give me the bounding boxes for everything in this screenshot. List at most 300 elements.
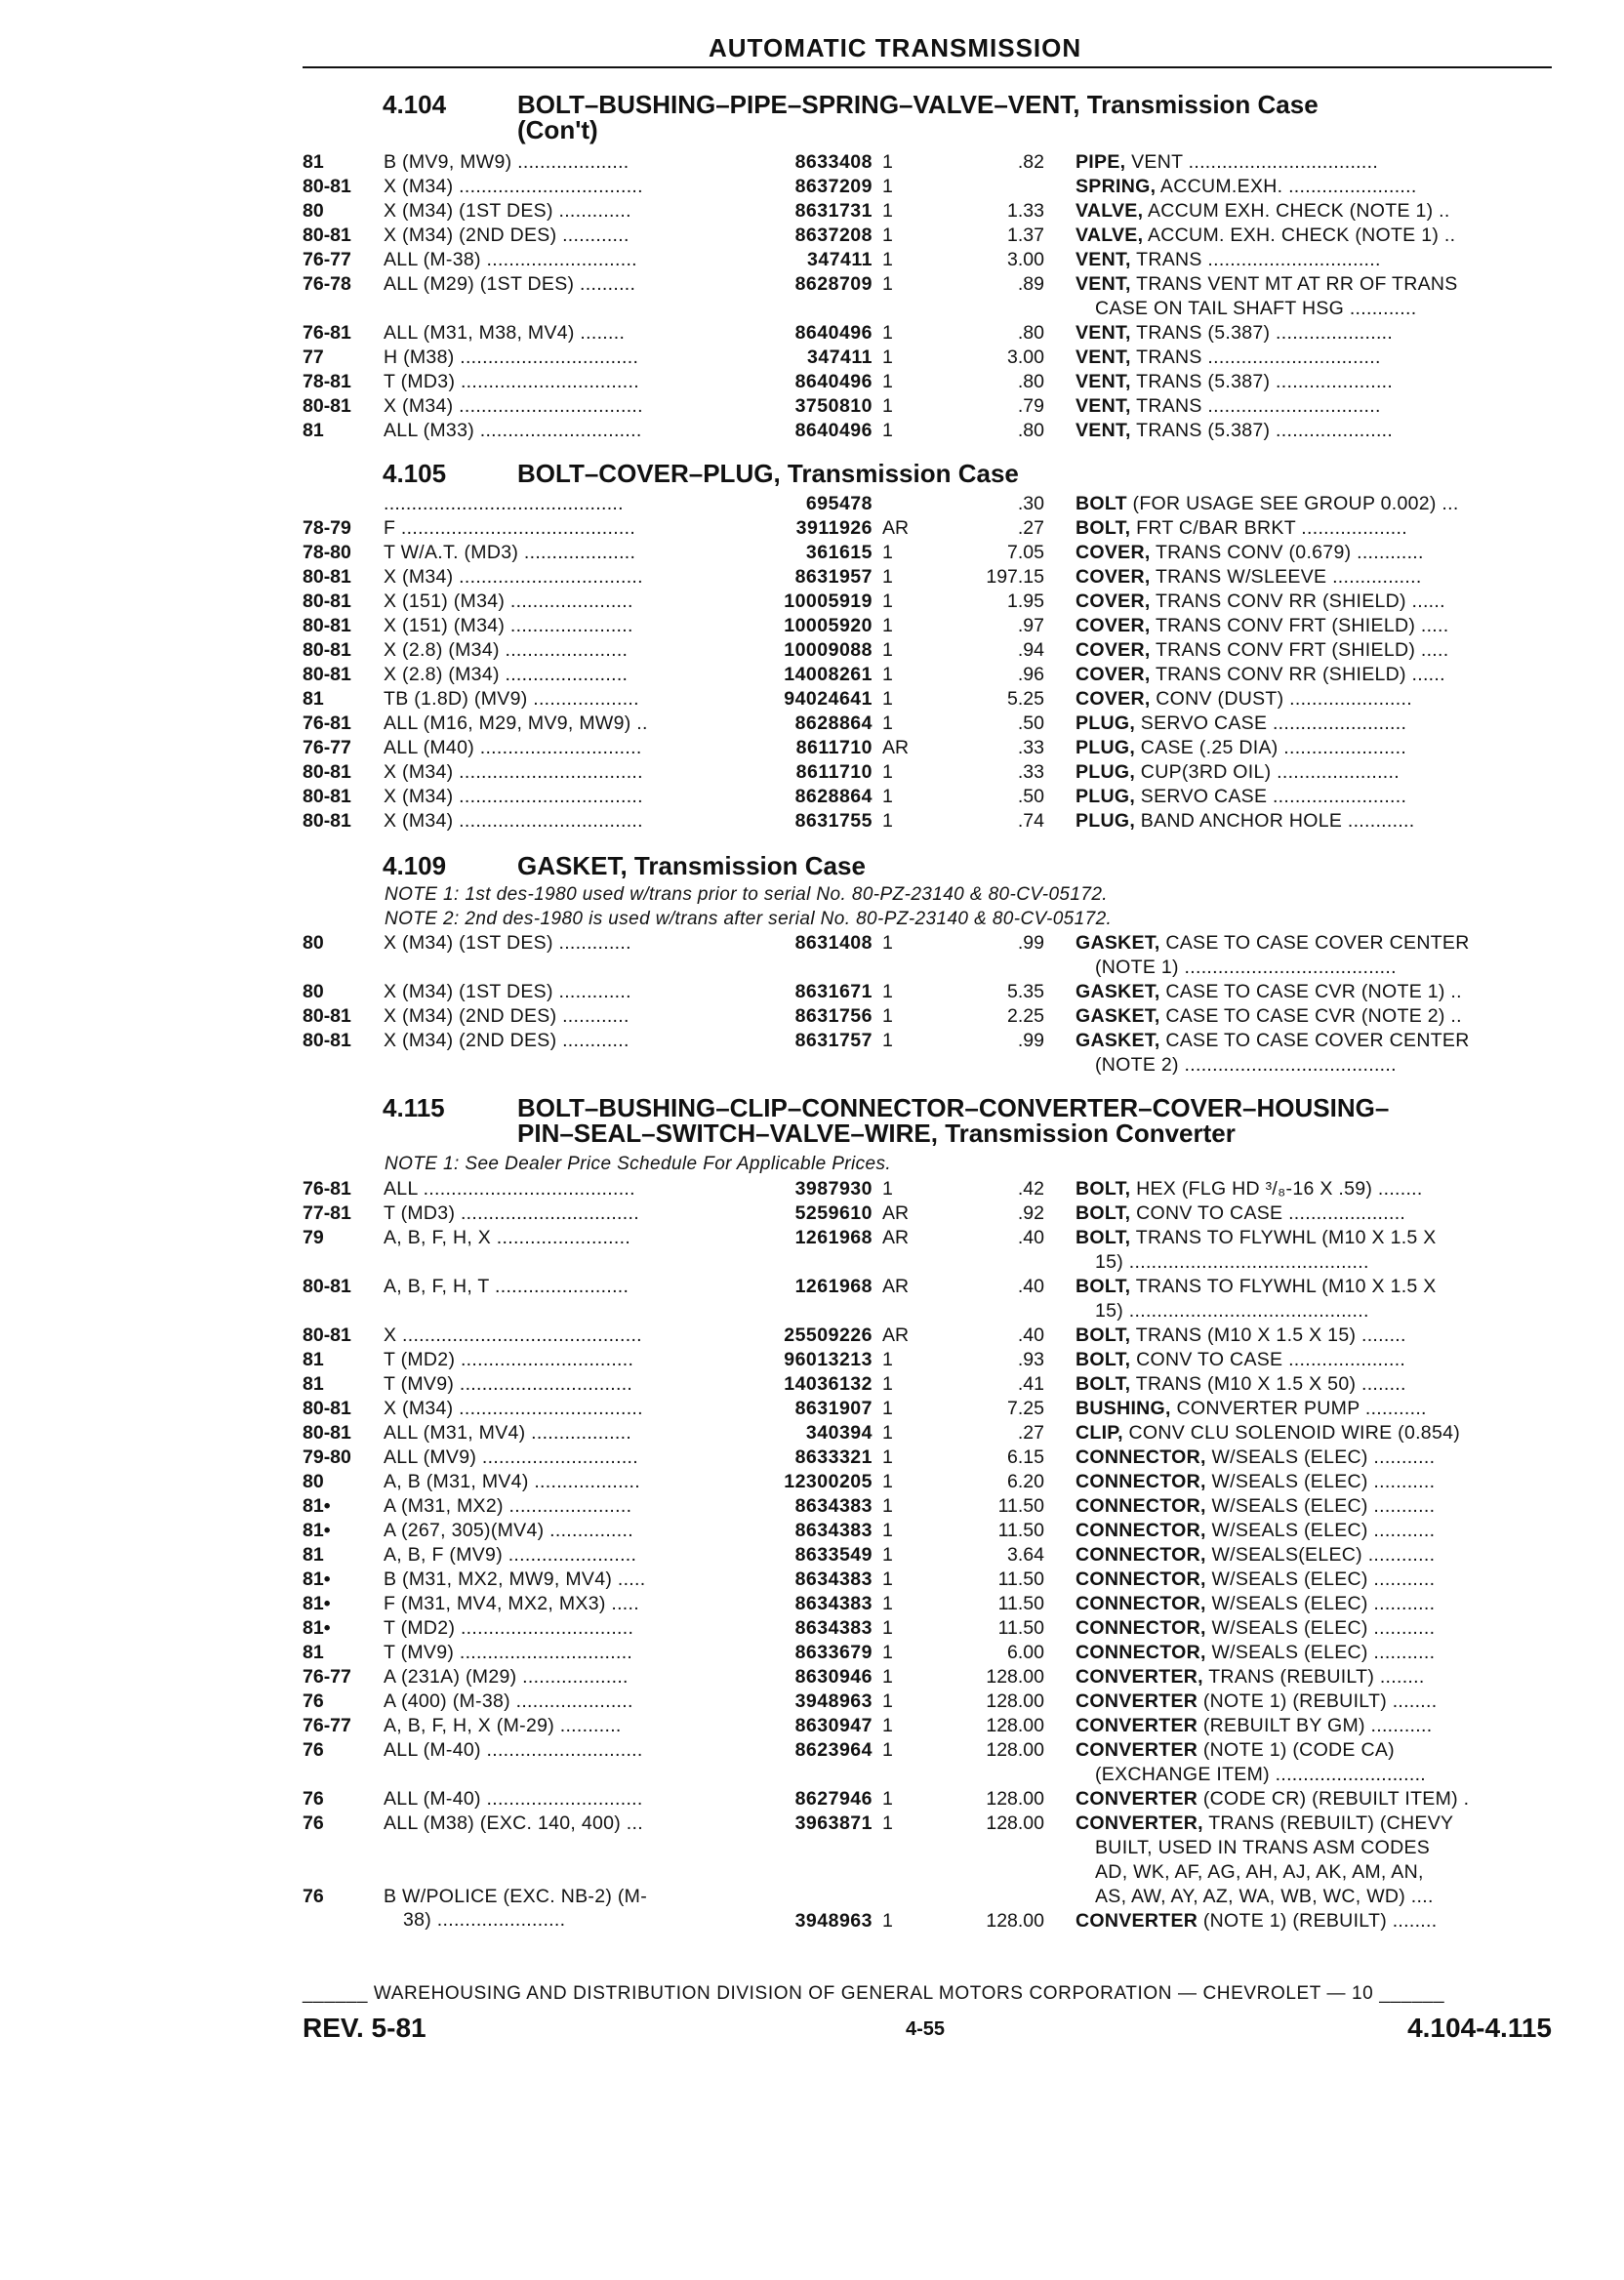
quantity: 1	[882, 1593, 893, 1614]
table-row	[0, 1715, 1624, 1740]
part-description	[1076, 664, 1556, 686]
footer-division-line: ______ WAREHOUSING AND DISTRIBUTION DIVISION OF GENERAL MOTORS CORPORATION — CHEVROLET — 10 ______	[303, 1983, 1445, 2004]
part-name: CONNECTOR,	[1076, 1471, 1206, 1492]
part-description	[1076, 1642, 1556, 1664]
quantity: 1	[882, 346, 893, 368]
table-row	[0, 1324, 1624, 1350]
part-name: CONVERTER,	[1076, 1666, 1203, 1688]
part-number: 8611710	[795, 737, 873, 758]
part-name: BOLT	[1076, 493, 1127, 514]
section-heading: GASKET, Transmission Case	[517, 851, 866, 880]
model-year: 76-77	[303, 1715, 351, 1736]
model-year: 80	[303, 1471, 324, 1492]
model-year: 80-81	[303, 1276, 351, 1297]
model-year: 76	[303, 1690, 324, 1712]
part-detail: CUP(3RD OIL) ......................	[1135, 761, 1400, 783]
part-name: GASKET,	[1076, 981, 1160, 1002]
section-note: NOTE 1: See Dealer Price Schedule For Applicable Prices.	[385, 1154, 892, 1174]
model-continuation: 38) .......................	[403, 1909, 566, 1931]
quantity: 1	[882, 395, 893, 417]
table-row	[0, 566, 1624, 591]
price: .50	[1017, 712, 1044, 734]
part-name: VENT,	[1076, 395, 1131, 417]
part-description	[1076, 737, 1556, 759]
table-row	[0, 1471, 1624, 1496]
part-number: 8634383	[794, 1617, 873, 1639]
part-detail: VENT ..................................	[1125, 151, 1379, 173]
part-name: CONVERTER	[1076, 1739, 1198, 1761]
table-row	[0, 1005, 1624, 1031]
part-name: COVER,	[1076, 615, 1151, 636]
part-detail: TRANS W/SLEEVE ................	[1150, 566, 1422, 588]
part-number: 8634383	[794, 1520, 873, 1541]
table-row	[0, 1617, 1624, 1643]
part-detail: CONVERTER PUMP ...........	[1170, 1398, 1427, 1419]
part-description	[1076, 688, 1556, 711]
table-row	[0, 542, 1624, 567]
model-application: X (M34) .................................	[384, 566, 643, 588]
part-detail: ACCUM EXH. CHECK (NOTE 1) ..	[1143, 200, 1450, 222]
part-detail: TRANS CONV RR (SHIELD) ......	[1150, 590, 1445, 612]
table-row	[0, 1593, 1624, 1618]
price: .50	[1017, 786, 1044, 807]
model-year: 80-81	[303, 566, 351, 588]
table-row	[0, 1495, 1624, 1521]
table-row	[0, 1030, 1624, 1055]
table-row	[0, 1227, 1624, 1252]
part-description	[1076, 1544, 1556, 1567]
part-name: VENT,	[1076, 346, 1131, 368]
part-number: 3948963	[794, 1910, 873, 1932]
section-heading: BOLT–BUSHING–PIPE–SPRING–VALVE–VENT, Transmission Case	[517, 90, 1319, 119]
part-detail: TRANS ...............................	[1130, 395, 1381, 417]
table-row	[0, 1276, 1624, 1301]
part-description	[1076, 1227, 1556, 1249]
price: .94	[1017, 639, 1044, 661]
price: 6.20	[1007, 1471, 1044, 1492]
quantity: 1	[882, 1178, 893, 1200]
part-name: GASKET,	[1076, 1005, 1160, 1027]
part-detail: W/SEALS (ELEC) ...........	[1205, 1617, 1436, 1639]
part-description	[1076, 639, 1556, 662]
model-year: 81	[303, 420, 324, 441]
price: 6.00	[1007, 1642, 1044, 1663]
model-application: X ...........................................	[384, 1324, 642, 1346]
model-year: 80-81	[303, 590, 351, 612]
price: .27	[1017, 517, 1044, 539]
model-year: 80-81	[303, 176, 351, 197]
part-detail: TRANS VENT MT AT RR OF TRANS	[1130, 273, 1458, 295]
price: 5.25	[1007, 688, 1044, 710]
part-description	[1076, 1030, 1556, 1052]
part-name: COVER,	[1076, 664, 1151, 685]
model-application: ALL (M33) .............................	[384, 420, 642, 441]
model-application: X (M34) (2ND DES) ............	[384, 1005, 629, 1027]
model-application: A (M31, MX2) ......................	[384, 1495, 632, 1517]
quantity: AR	[882, 1324, 910, 1346]
part-description	[1076, 712, 1556, 735]
part-detail: TRANS (M10 X 1.5 X 15) ........	[1130, 1324, 1406, 1346]
part-description	[1076, 1178, 1556, 1201]
model-application: X (151) (M34) ......................	[384, 590, 633, 612]
part-detail: (REBUILT BY GM) ...........	[1198, 1715, 1433, 1736]
table-row	[0, 346, 1624, 372]
part-detail: (NOTE 1) (CODE CA)	[1198, 1739, 1395, 1761]
part-name: PLUG,	[1076, 786, 1136, 807]
part-description	[1076, 1739, 1556, 1762]
quantity: 1	[882, 420, 893, 441]
price: 11.50	[997, 1520, 1044, 1541]
part-name: CONVERTER	[1076, 1788, 1198, 1810]
part-detail: (FOR USAGE SEE GROUP 0.002) ...	[1126, 493, 1459, 514]
part-name: VALVE,	[1076, 200, 1144, 222]
quantity: AR	[882, 1276, 910, 1297]
part-detail: TRANS (5.387) .....................	[1130, 371, 1394, 392]
part-detail: TRANS TO FLYWHL (M10 X 1.5 X	[1130, 1227, 1437, 1248]
part-description	[1076, 493, 1556, 515]
price: 5.35	[1007, 981, 1044, 1002]
part-number: 8627946	[794, 1788, 873, 1810]
price: 3.00	[1007, 346, 1044, 368]
quantity: 1	[882, 1617, 893, 1639]
model-year: 80-81	[303, 1324, 351, 1346]
part-number: 8640496	[794, 420, 873, 441]
model-year: 76-77	[303, 249, 351, 270]
quantity: 1	[882, 1666, 893, 1688]
quantity: 1	[882, 932, 893, 954]
model-application: ALL ......................................	[384, 1178, 635, 1200]
model-year: 81•	[303, 1568, 331, 1590]
table-row	[0, 1349, 1624, 1374]
model-application: ALL (M-38) ...........................	[384, 249, 637, 270]
part-description	[1076, 1495, 1556, 1518]
quantity: 1	[882, 761, 893, 783]
part-number: 8640496	[794, 371, 873, 392]
price: .99	[1017, 1030, 1044, 1051]
model-year: 76-77	[303, 1666, 351, 1688]
model-application: ALL (M38) (EXC. 140, 400) ...	[384, 1812, 643, 1834]
quantity: 1	[882, 810, 893, 832]
part-detail: CASE TO CASE CVR (NOTE 2) ..	[1159, 1005, 1462, 1027]
price: .40	[1017, 1324, 1044, 1346]
part-description	[1076, 566, 1556, 589]
section-note: NOTE 1: 1st des-1980 used w/trans prior to serial No. 80-PZ-23140 & 80-CV-05172.	[385, 884, 1108, 905]
part-number: 10009088	[784, 639, 873, 661]
part-description	[1076, 1812, 1556, 1835]
part-description	[1076, 1398, 1556, 1420]
part-name: BOLT,	[1076, 1276, 1131, 1297]
model-year: 80-81	[303, 639, 351, 661]
quantity: 1	[882, 712, 893, 734]
quantity: 1	[882, 1373, 893, 1395]
part-description	[1076, 200, 1556, 223]
model-year: 80-81	[303, 1030, 351, 1051]
part-description	[1076, 151, 1556, 174]
model-year: 80-81	[303, 1398, 351, 1419]
model-application: T (MD3) ................................	[384, 371, 639, 392]
section-subtitle: (Con't)	[517, 115, 598, 144]
model-year: 80-81	[303, 224, 351, 246]
part-description	[1076, 249, 1556, 271]
quantity: 1	[882, 371, 893, 392]
model-year: 76-81	[303, 322, 351, 344]
model-year: 80-81	[303, 810, 351, 832]
part-description	[1076, 1373, 1556, 1396]
part-name: CONNECTOR,	[1076, 1520, 1206, 1541]
price: 1.33	[1007, 200, 1044, 222]
price: .30	[1017, 493, 1044, 514]
part-number: 8631671	[794, 981, 873, 1002]
part-detail: TRANS (5.387) .....................	[1130, 322, 1394, 344]
quantity: 1	[882, 1812, 893, 1834]
model-application: A (267, 305)(MV4) ...............	[384, 1520, 633, 1541]
model-year: 76	[303, 1812, 324, 1834]
model-year: 81•	[303, 1495, 331, 1517]
model-year: 80-81	[303, 1005, 351, 1027]
model-application: TB (1.8D) (MV9) ...................	[384, 688, 639, 710]
model-year: 80	[303, 932, 324, 954]
part-number: 25509226	[784, 1324, 873, 1346]
price: .97	[1017, 615, 1044, 636]
part-name: CONVERTER,	[1076, 1812, 1203, 1834]
part-detail: CASE TO CASE CVR (NOTE 1) ..	[1159, 981, 1462, 1002]
table-row	[0, 1642, 1624, 1667]
part-name: CONNECTOR,	[1076, 1446, 1206, 1468]
part-name: VENT,	[1076, 420, 1131, 441]
price: .79	[1017, 395, 1044, 417]
part-number: 3987930	[794, 1178, 873, 1200]
part-detail: CONV TO CASE .....................	[1130, 1349, 1406, 1370]
price: 1.95	[1007, 590, 1044, 612]
model-year: 76-81	[303, 1178, 351, 1200]
part-description	[1076, 371, 1556, 393]
model-application: X (M34) (1ST DES) .............	[384, 932, 631, 954]
part-name: BOLT,	[1076, 517, 1131, 539]
part-name: PIPE,	[1076, 151, 1126, 173]
price: .92	[1017, 1202, 1044, 1224]
price: .93	[1017, 1349, 1044, 1370]
quantity: 1	[882, 1642, 893, 1663]
quantity: 1	[882, 688, 893, 710]
price: .89	[1017, 273, 1044, 295]
part-number: 8628864	[794, 786, 873, 807]
section-number: 4.104	[383, 90, 447, 119]
model-year: 81	[303, 1349, 324, 1370]
quantity: AR	[882, 1227, 910, 1248]
part-number: 8631408	[794, 932, 873, 954]
part-description	[1076, 786, 1556, 808]
model-application: ALL (M29) (1ST DES) ..........	[384, 273, 636, 295]
model-year: 81	[303, 1373, 324, 1395]
quantity: 1	[882, 1349, 893, 1370]
part-name: BOLT,	[1076, 1178, 1131, 1200]
part-detail: SERVO CASE ........................	[1135, 712, 1407, 734]
price: .80	[1017, 322, 1044, 344]
price: .27	[1017, 1422, 1044, 1444]
table-row	[0, 1202, 1624, 1228]
model-year: 81	[303, 1642, 324, 1663]
table-row	[0, 1812, 1624, 1838]
model-year: 77	[303, 346, 324, 368]
price: 7.05	[1007, 542, 1044, 563]
model-year: 80-81	[303, 664, 351, 685]
part-name: BOLT,	[1076, 1349, 1131, 1370]
table-row	[0, 1666, 1624, 1691]
quantity: 1	[882, 1422, 893, 1444]
table-row	[0, 1544, 1624, 1569]
part-number: 10005920	[784, 615, 873, 636]
model-application: X (M34) (2ND DES) ............	[384, 224, 629, 246]
part-description	[1076, 590, 1556, 613]
part-detail: W/SEALS (ELEC) ...........	[1205, 1593, 1436, 1614]
price: 197.15	[986, 566, 1044, 588]
part-number: 3963871	[794, 1812, 873, 1834]
model-application: T (MD2) ...............................	[384, 1617, 634, 1639]
part-number: 8637208	[794, 224, 873, 246]
part-number: 8633549	[794, 1544, 873, 1566]
part-description	[1076, 615, 1556, 637]
model-application: X (2.8) (M34) ......................	[384, 639, 629, 661]
description-continuation: BUILT, USED IN TRANS ASM CODES	[1095, 1837, 1431, 1858]
quantity: 1	[882, 1690, 893, 1712]
table-row	[0, 176, 1624, 201]
part-detail: W/SEALS (ELEC) ...........	[1205, 1446, 1436, 1468]
part-description	[1076, 542, 1556, 564]
price: 128.00	[986, 1739, 1044, 1761]
part-number: 347411	[807, 249, 873, 270]
part-detail: CASE (.25 DIA) ......................	[1135, 737, 1407, 758]
quantity: 1	[882, 200, 893, 222]
part-name: PLUG,	[1076, 737, 1136, 758]
part-detail: W/SEALS(ELEC) ............	[1205, 1544, 1436, 1566]
model-year: 81•	[303, 1617, 331, 1639]
part-detail: W/SEALS (ELEC) ...........	[1205, 1471, 1436, 1492]
part-number: 8628709	[794, 273, 873, 295]
part-name: CONNECTOR,	[1076, 1568, 1206, 1590]
part-name: BOLT,	[1076, 1324, 1131, 1346]
part-detail: TRANS (REBUILT) (CHEVY	[1202, 1812, 1454, 1834]
model-year: 81	[303, 1544, 324, 1566]
part-number: 8623964	[794, 1739, 873, 1761]
part-detail: TRANS (REBUILT) ........	[1202, 1666, 1425, 1688]
part-number: 8611710	[795, 761, 873, 783]
part-detail: TRANS ...............................	[1130, 346, 1381, 368]
section-title	[383, 851, 866, 881]
price: 1.37	[1007, 224, 1044, 246]
part-name: COVER,	[1076, 590, 1151, 612]
part-name: BUSHING,	[1076, 1398, 1171, 1419]
model-year: 81	[303, 688, 324, 710]
part-description	[1076, 761, 1556, 784]
part-number: 8640496	[794, 322, 873, 344]
model-year: 78-79	[303, 517, 351, 539]
price: .33	[1017, 737, 1044, 758]
table-row	[0, 1690, 1624, 1716]
part-number: 8631957	[794, 566, 873, 588]
part-detail: TRANS CONV RR (SHIELD) ......	[1150, 664, 1445, 685]
price: 11.50	[997, 1495, 1044, 1517]
table-row	[0, 1788, 1624, 1813]
model-year: 78-81	[303, 371, 351, 392]
part-name: PLUG,	[1076, 761, 1136, 783]
part-name: GASKET,	[1076, 932, 1160, 954]
price: 128.00	[986, 1690, 1044, 1712]
part-description	[1076, 1593, 1556, 1615]
part-description	[1076, 420, 1556, 442]
quantity: 1	[882, 1471, 893, 1492]
model-year: 76	[303, 1739, 324, 1761]
quantity: 1	[882, 322, 893, 344]
description-continuation: 15) ...........................................	[1095, 1300, 1369, 1322]
model-application: B W/POLICE (EXC. NB-2) (M-	[384, 1886, 647, 1907]
part-detail: W/SEALS (ELEC) ...........	[1205, 1642, 1436, 1663]
part-detail: TRANS TO FLYWHL (M10 X 1.5 X	[1130, 1276, 1437, 1297]
quantity: 1	[882, 1544, 893, 1566]
model-application: H (M38) ................................	[384, 346, 639, 368]
model-year: 80-81	[303, 786, 351, 807]
quantity: 1	[882, 1715, 893, 1736]
part-number: 96013213	[784, 1349, 873, 1370]
quantity: 1	[882, 1398, 893, 1419]
price: 128.00	[986, 1910, 1044, 1932]
part-number: 10005919	[784, 590, 873, 612]
part-number: 3948963	[794, 1690, 873, 1712]
table-row	[0, 664, 1624, 689]
price: .96	[1017, 664, 1044, 685]
quantity: AR	[882, 737, 910, 758]
part-name: CONVERTER	[1076, 1715, 1198, 1736]
model-application: T (MV9) ...............................	[384, 1373, 633, 1395]
quantity: 1	[882, 566, 893, 588]
part-number: 8631757	[794, 1030, 873, 1051]
quantity: 1	[882, 786, 893, 807]
part-number: 94024641	[784, 688, 873, 710]
price: .40	[1017, 1227, 1044, 1248]
part-number: 8633408	[794, 151, 873, 173]
part-number: 8631755	[794, 810, 873, 832]
part-number: 347411	[807, 346, 873, 368]
section-number: 4.115	[383, 1093, 445, 1122]
price: 11.50	[997, 1568, 1044, 1590]
part-description	[1076, 322, 1556, 345]
model-application: ALL (M40) .............................	[384, 737, 642, 758]
part-description	[1076, 176, 1556, 198]
part-detail: TRANS ...............................	[1130, 249, 1381, 270]
table-row	[0, 688, 1624, 713]
part-detail: W/SEALS (ELEC) ...........	[1205, 1568, 1436, 1590]
quantity: 1	[882, 664, 893, 685]
part-number: 8633321	[794, 1446, 873, 1468]
table-row	[0, 810, 1624, 835]
part-description	[1076, 1666, 1556, 1689]
model-application: A, B, F, H, X (M-29) ...........	[384, 1715, 622, 1736]
price: .80	[1017, 420, 1044, 441]
quantity: 1	[882, 639, 893, 661]
part-detail: TRANS CONV FRT (SHIELD) .....	[1150, 639, 1449, 661]
table-row	[0, 1520, 1624, 1545]
model-year: 80-81	[303, 1422, 351, 1444]
price: .41	[1017, 1373, 1044, 1395]
quantity: AR	[882, 1202, 910, 1224]
part-description	[1076, 1324, 1556, 1347]
model-application: X (M34) .................................	[384, 786, 643, 807]
model-application: T W/A.T. (MD3) ....................	[384, 542, 636, 563]
model-year: 79-80	[303, 1446, 351, 1468]
table-row	[0, 517, 1624, 543]
part-number: 8631756	[794, 1005, 873, 1027]
part-number: 8630946	[794, 1666, 873, 1688]
quantity: 1	[882, 249, 893, 270]
